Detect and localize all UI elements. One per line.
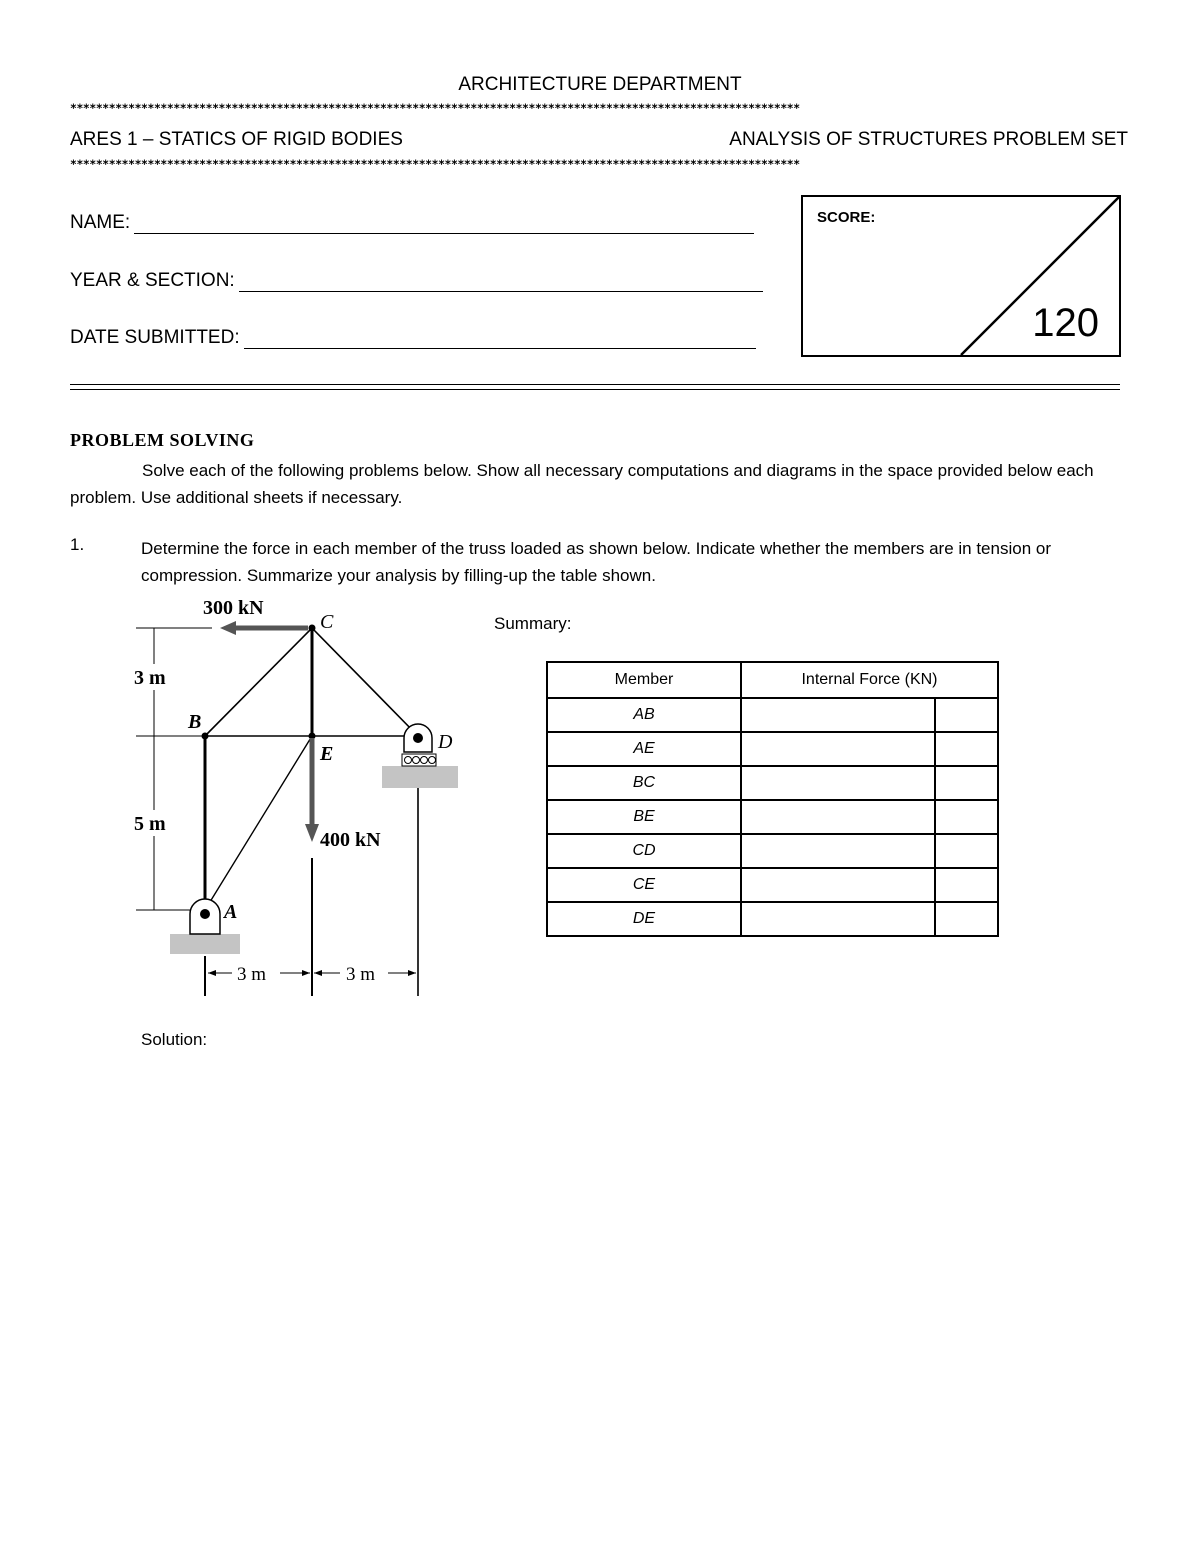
force-value-cell[interactable] — [741, 732, 935, 766]
year-section-label: YEAR & SECTION: — [70, 270, 235, 291]
force-value-cell[interactable] — [741, 698, 935, 732]
member-cell: BC — [547, 766, 741, 800]
force-value-cell[interactable] — [741, 902, 935, 936]
force-value-cell[interactable] — [741, 800, 935, 834]
force-type-cell[interactable] — [935, 868, 998, 902]
support-a-ground — [170, 934, 240, 954]
problem-text: Determine the force in each member of the truss loaded as shown below. Indicate whether the members are in tension or compression. Summarize your analysis by filling-up the table shown. — [141, 539, 1051, 585]
table-row — [547, 766, 998, 800]
score-total: 120 — [1032, 301, 1099, 345]
summary-table — [546, 661, 999, 937]
instructions — [70, 457, 1130, 511]
department-title: ARCHITECTURE DEPARTMENT — [458, 74, 742, 95]
header-member: Member — [547, 662, 741, 698]
label-300kn: 300 kN — [203, 597, 264, 619]
force-type-cell[interactable] — [935, 902, 998, 936]
force-type-cell[interactable] — [935, 698, 998, 732]
joint-label-e: E — [320, 743, 334, 765]
support-d-ground — [382, 766, 458, 788]
dim-label-left-span: 3 m — [237, 964, 267, 985]
dim-label-top: 3 m — [134, 667, 166, 689]
joint-label-a: A — [224, 901, 238, 923]
dim-label-bottom: 5 m — [134, 813, 166, 835]
date-submitted-field[interactable] — [70, 327, 756, 349]
member-cd — [312, 628, 418, 736]
table-row — [547, 698, 998, 732]
force-type-cell[interactable] — [935, 834, 998, 868]
score-box — [801, 195, 1121, 357]
force-type-cell[interactable] — [935, 766, 998, 800]
date-submitted-label: DATE SUBMITTED: — [70, 327, 240, 348]
name-field[interactable] — [70, 212, 754, 234]
header-internal-force: Internal Force (KN) — [741, 662, 998, 698]
member-cell: CE — [547, 868, 741, 902]
member-cell: BE — [547, 800, 741, 834]
force-value-cell[interactable] — [741, 834, 935, 868]
member-bc — [205, 628, 312, 736]
member-cell: DE — [547, 902, 741, 936]
truss-figure — [120, 592, 480, 1002]
star-divider-top: ***************************************************************************************************************** — [70, 102, 800, 114]
instructions-text: Solve each of the following problems below. Show all necessary computations and diagrams in the space provided below each problem. Use additional sheets if necessary. — [70, 461, 1094, 507]
joint-label-b: B — [188, 711, 202, 733]
dim-label-right-span: 3 m — [346, 964, 376, 985]
year-section-field[interactable] — [70, 270, 763, 292]
label-400kn: 400 kN — [320, 829, 381, 851]
member-cell: CD — [547, 834, 741, 868]
double-rule-divider — [70, 384, 1120, 390]
force-type-cell[interactable] — [935, 732, 998, 766]
summary-header-row — [547, 662, 998, 698]
joint-label-d: D — [438, 731, 453, 753]
section-title: PROBLEM SOLVING — [70, 430, 255, 450]
summary-label: Summary: — [494, 614, 572, 633]
name-label: NAME: — [70, 212, 131, 233]
star-divider-bottom: ***************************************************************************************************************** — [70, 158, 800, 170]
problem-number: 1. — [70, 535, 85, 554]
table-row — [547, 800, 998, 834]
course-title: ARES 1 – STATICS OF RIGID BODIES — [70, 129, 403, 150]
date-submitted-line[interactable] — [244, 330, 756, 349]
name-line[interactable] — [134, 215, 754, 234]
force-value-cell[interactable] — [741, 868, 935, 902]
table-row — [547, 732, 998, 766]
force-value-cell[interactable] — [741, 766, 935, 800]
table-row — [547, 868, 998, 902]
solution-label: Solution: — [141, 1030, 208, 1049]
table-row — [547, 902, 998, 936]
problem-set-title: ANALYSIS OF STRUCTURES PROBLEM SET — [729, 129, 1128, 150]
member-cell: AB — [547, 698, 741, 732]
year-section-line[interactable] — [239, 273, 763, 292]
member-cell: AE — [547, 732, 741, 766]
score-label: SCORE: — [817, 209, 876, 226]
table-row — [547, 834, 998, 868]
joint-label-c: C — [320, 611, 334, 633]
member-ae — [205, 736, 312, 910]
force-type-cell[interactable] — [935, 800, 998, 834]
